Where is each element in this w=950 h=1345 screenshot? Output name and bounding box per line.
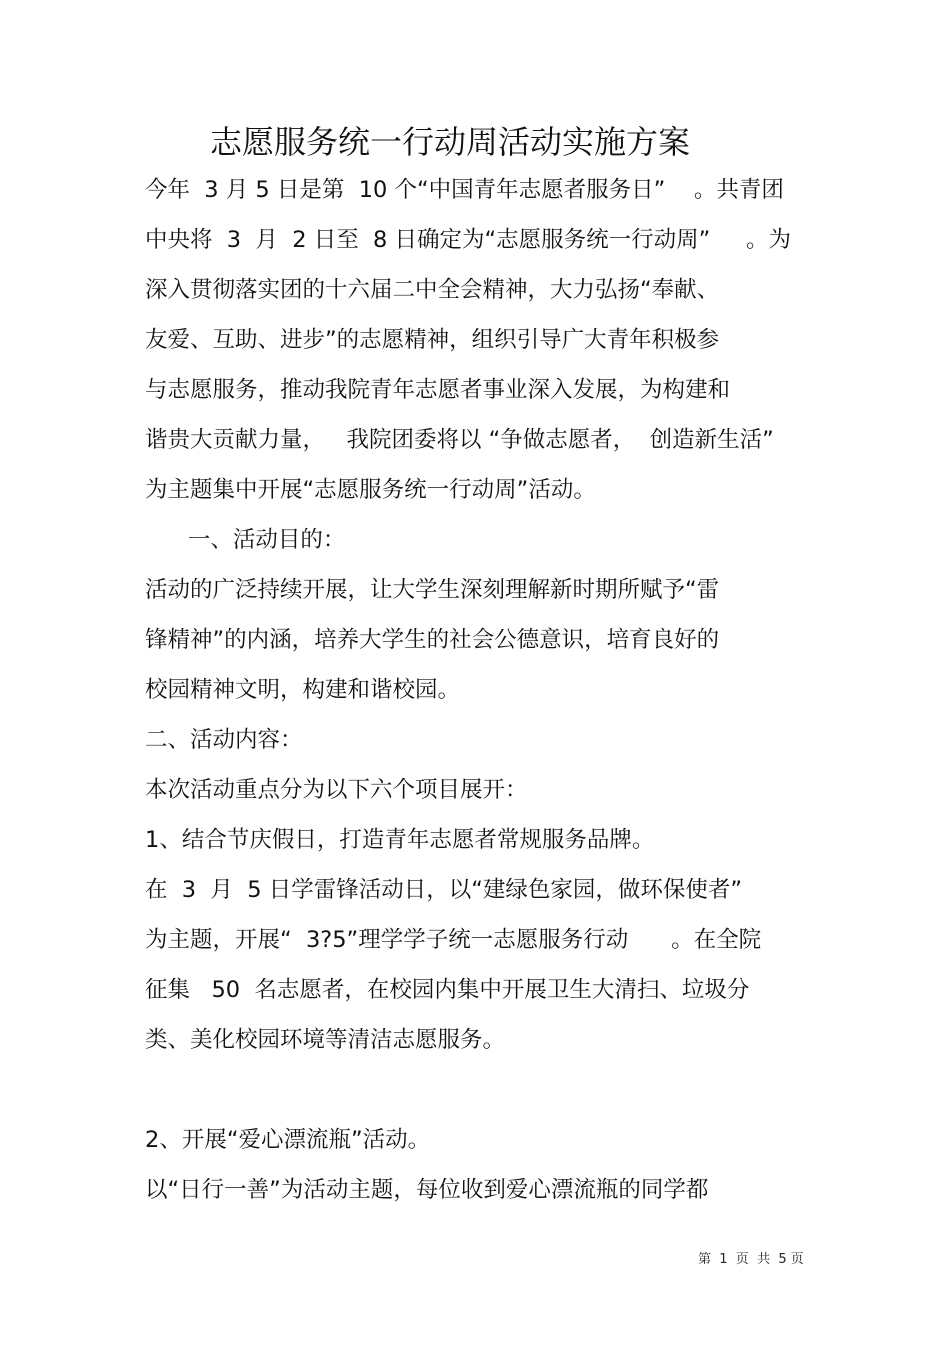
paragraph-line: 谐贵大贡献力量， 我院团委将以 “争做志愿者， 创造新生活” [145, 427, 774, 453]
paragraph-line: 为主题集中开展“志愿服务统一行动周”活动。 [145, 477, 596, 503]
paragraph-line: 今年 3 月 5 日是第 10 个“中国青年志愿者服务日” 。共青团 [145, 177, 784, 203]
paragraph-line: 活动的广泛持续开展，让大学生深刻理解新时期所赋予“雷 [145, 577, 720, 603]
paragraph-line: 为主题，开展“ 3?5”理学学子统一志愿服务行动 。在全院 [145, 927, 762, 953]
paragraph-line: 锋精神”的内涵，培养大学生的社会公德意识，培育良好的 [145, 627, 720, 653]
section-heading: 一、活动目的： [145, 527, 346, 553]
paragraph-line: 深入贯彻落实团的十六届二中全会精神，大力弘扬“奉献、 [145, 277, 720, 303]
list-item-heading: 1、结合节庆假日，打造青年志愿者常规服务品牌。 [145, 827, 655, 853]
paragraph-line: 中央将 3 月 2 日至 8 日确定为“志愿服务统一行动周” 。为 [145, 227, 792, 253]
paragraph-line: 友爱、互助、进步”的志愿精神，组织引导广大青年积极参 [145, 327, 720, 353]
page-number-footer: 第 1 页 共 5 页 [698, 1252, 804, 1267]
list-item-heading: 2、开展“爱心漂流瓶”活动。 [145, 1127, 431, 1153]
paragraph-line: 本次活动重点分为以下六个项目展开： [145, 777, 528, 803]
paragraph-line: 与志愿服务，推动我院青年志愿者事业深入发展，为构建和 [145, 377, 731, 403]
paragraph-line: 校园精神文明，构建和谐校园。 [145, 677, 461, 703]
paragraph-line: 以“日行一善”为活动主题，每位收到爱心漂流瓶的同学都 [145, 1177, 709, 1203]
paragraph-line: 在 3 月 5 日学雷锋活动日，以“建绿色家园，做环保使者” [145, 877, 743, 903]
section-heading: 二、活动内容： [145, 727, 303, 753]
document-title: 志愿服务统一行动周活动实施方案 [209, 123, 690, 161]
paragraph-line: 征集 50 名志愿者，在校园内集中开展卫生大清扫、垃圾分 [145, 977, 750, 1003]
paragraph-line: 类、美化校园环境等清洁志愿服务。 [145, 1027, 506, 1053]
